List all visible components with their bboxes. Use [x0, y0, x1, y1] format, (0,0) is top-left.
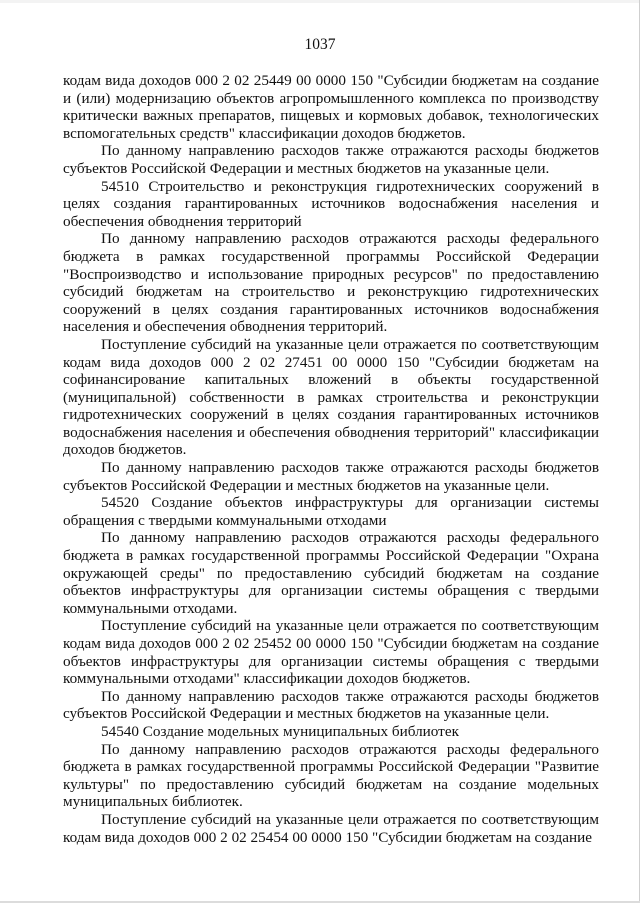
paragraph: По данному направлению расходов также отражаются расходы бюджетов субъектов Российской Федерации и местных бюджетов на указанные цели. — [63, 459, 599, 494]
section-heading-54540: 54540 Создание модельных муниципальных библиотек — [101, 722, 459, 740]
section-heading-54510: 54510 Строительство и реконструкция гидротехнических сооружений в целях создания гарантированных источников водоснабжения населения и обеспечения обводнения территорий — [63, 177, 599, 230]
paragraph: Поступление субсидий на указанные цели отражается по соответствующим кодам вида доходов 000 2 02 25454 00 0000 150 "Субсидии бюджетам на создание — [63, 810, 599, 846]
paragraph: По данному направлению расходов также отражаются расходы бюджетов субъектов Российской Федерации и местных бюджетов на указанные цели. — [63, 142, 599, 177]
paragraph: По данному направлению расходов отражаются расходы федерального бюджета в рамках государственной программы Российской Федерации "Развитие культуры" по предоставлению субсидий бюджетам на создание модельных муниципальных библиотек. — [63, 740, 599, 811]
paragraph: кодам вида доходов 000 2 02 25449 00 0000 150 "Субсидии бюджетам на создание и (или) модернизацию объектов агропромышленного комплекса по производству критически важных препаратов, пищевых и кормовых добавок, технологических вспомогательных средств" классификации доходов бюджетов. — [63, 72, 599, 142]
paragraph: По данному направлению расходов также отражаются расходы бюджетов субъектов Российской Федерации и местных бюджетов на указанные цели. — [63, 687, 599, 723]
paragraph: Поступление субсидий на указанные цели отражается по соответствующим кодам вида доходов 000 2 02 27451 00 0000 150 "Субсидии бюджетам на софинансирование капитальных вложений в объекты государственной (муниципальной) собственности в рамках строительства и реконструкции гидротехнических сооружений в целях создания гарантированных источников водоснабжения населения и обеспечения обводнения территорий" классификации доходов бюджетов. — [63, 335, 599, 459]
scan-top-edge — [0, 0, 640, 3]
document-body — [63, 72, 599, 846]
paragraph: Поступление субсидий на указанные цели отражается по соответствующим кодам вида доходов 000 2 02 25452 00 0000 150 "Субсидии бюджетам на создание объектов инфраструктуры для организации системы обращения с твердыми коммунальными отходами" классификации доходов бюджетов. — [63, 617, 599, 688]
paragraph: По данному направлению расходов отражаются расходы федерального бюджета в рамках государственной программы Российской Федерации "Охрана окружающей среды" по предоставлению субсидий бюджетам на создание объектов инфраструктуры для организации системы обращения с твердыми коммунальными отходами. — [63, 529, 599, 617]
section-heading-54520: 54520 Создание объектов инфраструктуры для организации системы обращения с твердыми коммунальными отходами — [63, 494, 599, 529]
paragraph: По данному направлению расходов отражаются расходы федерального бюджета в рамках государственной программы Российской Федерации "Воспроизводство и использование природных ресурсов" по предоставлению субсидий бюджетам на строительство и реконструкцию гидротехнических сооружений в целях создания гарантированных источников водоснабжения населения и обеспечения обводнения территорий. — [63, 230, 599, 336]
page-number: 1037 — [304, 36, 336, 53]
